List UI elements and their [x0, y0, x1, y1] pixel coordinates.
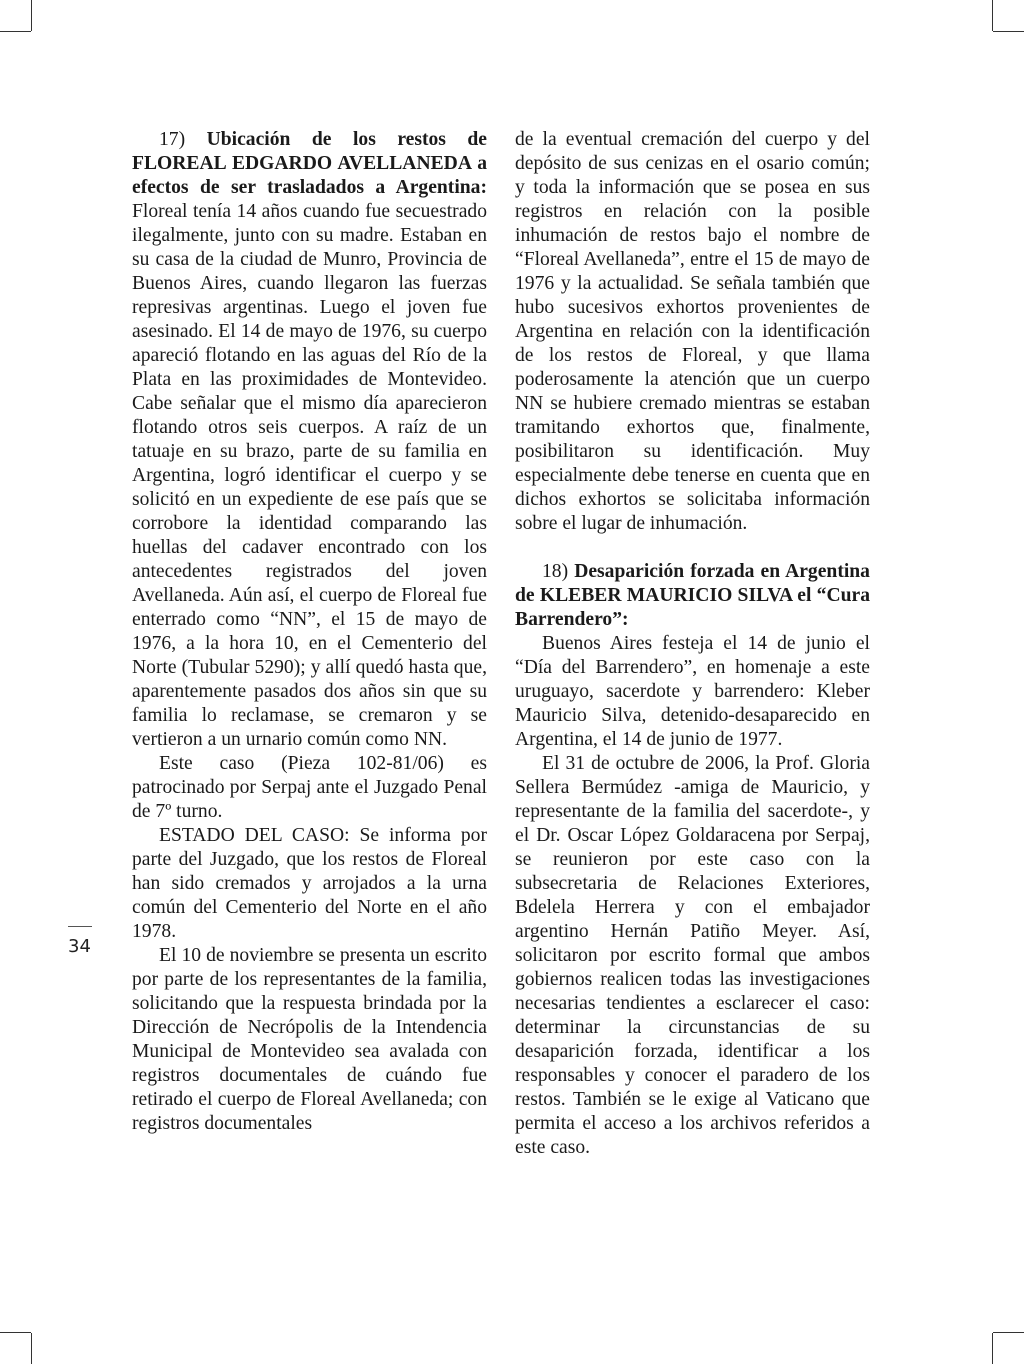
- page-number-rule: [68, 926, 92, 927]
- crop-mark-bottom-right-v: [992, 1333, 993, 1364]
- section-17-body: Floreal tenía 14 años cuando fue secuestrado ilegalmente, junto con su madre. Estaban en su casa de la ciudad de Munro, Provincia de Buenos Aires, cuando llegaron las fuerzas represivas argentinas. Luego el joven fue asesinado. El 14 de mayo de 1976, su cuerpo apareció flotando en las aguas del Río de la Plata en las proximidades de Montevideo. Cabe señalar que el mismo día aparecieron flotando otros seis cuerpos. A raíz de un tatuaje en su brazo, parte de su familia en Argentina, logró identificar el cuerpo y se solicitó en un expediente de ese país que se corrobore la identidad comparando las huellas del cadaver encontrado con los antecedentes registrados del joven Avellaneda. Aún así, el cuerpo de Floreal fue enterrado como “NN”, el 15 de mayo de 1976, a la hora 10, en el Cementerio del Norte (Tubular 5290); y allí quedó hasta que, aparentemente pasados dos años sin que su familia lo reclamase, se cremaron y se vertieron a un urnario común como NN.: [132, 201, 487, 750]
- section-18-heading-paragraph: [515, 560, 870, 632]
- section-17-heading: Ubicación de los restos de FLOREAL EDGARDO AVELLANEDA a efectos de ser trasladados a Argentina:: [132, 129, 487, 198]
- crop-mark-bottom-left-h: [0, 1332, 31, 1333]
- crop-mark-bottom-left-v: [31, 1333, 32, 1364]
- section-17-number: 17): [159, 129, 207, 150]
- section-18-number: 18): [542, 561, 575, 582]
- paragraph-continuation: de la eventual cremación del cuerpo y del depósito de sus cenizas en el osario común; y toda la información que se posea en sus registros en relación con la posible inhumación de restos bajo el nombre de “Floreal Avellaneda”, entre el 15 de mayo de 1976 y la actualidad. Se señala también que hubo sucesivos exhortos provenientes de Argentina en relación con la identificación de los restos de Floreal, y que llama poderosamente la atención que un cuerpo NN se hubiere cremado mientras se estaban tramitando exhortos que, finalmente, posibilitaron su identificación. Muy especialmente debe tenerse en cuenta que en dichos exhortos se solicitaba información sobre el lugar de inhumación.: [515, 129, 870, 534]
- paragraph-10-noviembre: El 10 de noviembre se presenta un escrito por parte de los representantes de la familia, solicitando que la respuesta brindada por la Dirección de Necrópolis de la Intendencia Municipal de Montevideo sea avalada con registros documentales de cuándo fue retirado el cuerpo de Floreal Avellaneda; con registros documentales: [132, 945, 487, 1134]
- crop-mark-top-right-h: [993, 31, 1024, 32]
- crop-mark-top-right-v: [992, 0, 993, 31]
- crop-mark-bottom-right-h: [993, 1332, 1024, 1333]
- page-number: 34: [68, 936, 91, 957]
- paragraph-patrocinio: Este caso (Pieza 102-81/06) es patrocinado por Serpaj ante el Juzgado Penal de 7º turno.: [132, 753, 487, 822]
- paragraph-31-octubre: El 31 de octubre de 2006, la Prof. Gloria Sellera Bermúdez -amiga de Mauricio, y representante de la familia del sacerdote-, y el Dr. Oscar López Goldaracena por Serpaj, se reunieron por este caso con la subsecretaria de Relaciones Exteriores, Bdelela Herrera y con el embajador argentino Hernán Patiño Meyer. Así, solicitaron por escrito formal que ambos gobiernos realicen todas las investigaciones necesarias tendientes a esclarecer el caso: determinar la circunstancias de su desaparición forzada, identificar a los responsables y conocer el paradero de los restos. También se le exige al Vaticano que permita el acceso a los archivos referidos a este caso.: [515, 753, 870, 1158]
- crop-mark-top-left-v: [31, 0, 32, 31]
- crop-mark-top-left-h: [0, 31, 31, 32]
- right-column: [515, 128, 870, 1160]
- spacer: [515, 536, 870, 560]
- paragraph-dia-del-barrendero: Buenos Aires festeja el 14 de junio el “Día del Barrendero”, en homenaje a este uruguayo, sacerdote y barrendero: Kleber Mauricio Silva, detenido-desaparecido en Argentina, el 14 de junio de 1977.: [515, 633, 870, 750]
- section-17-paragraph: [132, 128, 487, 752]
- section-18-heading: Desaparición forzada en Argentina de KLEBER MAURICIO SILVA el “Cura Barrendero”:: [515, 561, 870, 630]
- left-column: [132, 128, 487, 1136]
- paragraph-estado-del-caso: ESTADO DEL CASO: Se informa por parte del Juzgado, que los restos de Floreal han sido cremados y arrojados a la urna común del Cementerio del Norte en el año 1978.: [132, 825, 487, 942]
